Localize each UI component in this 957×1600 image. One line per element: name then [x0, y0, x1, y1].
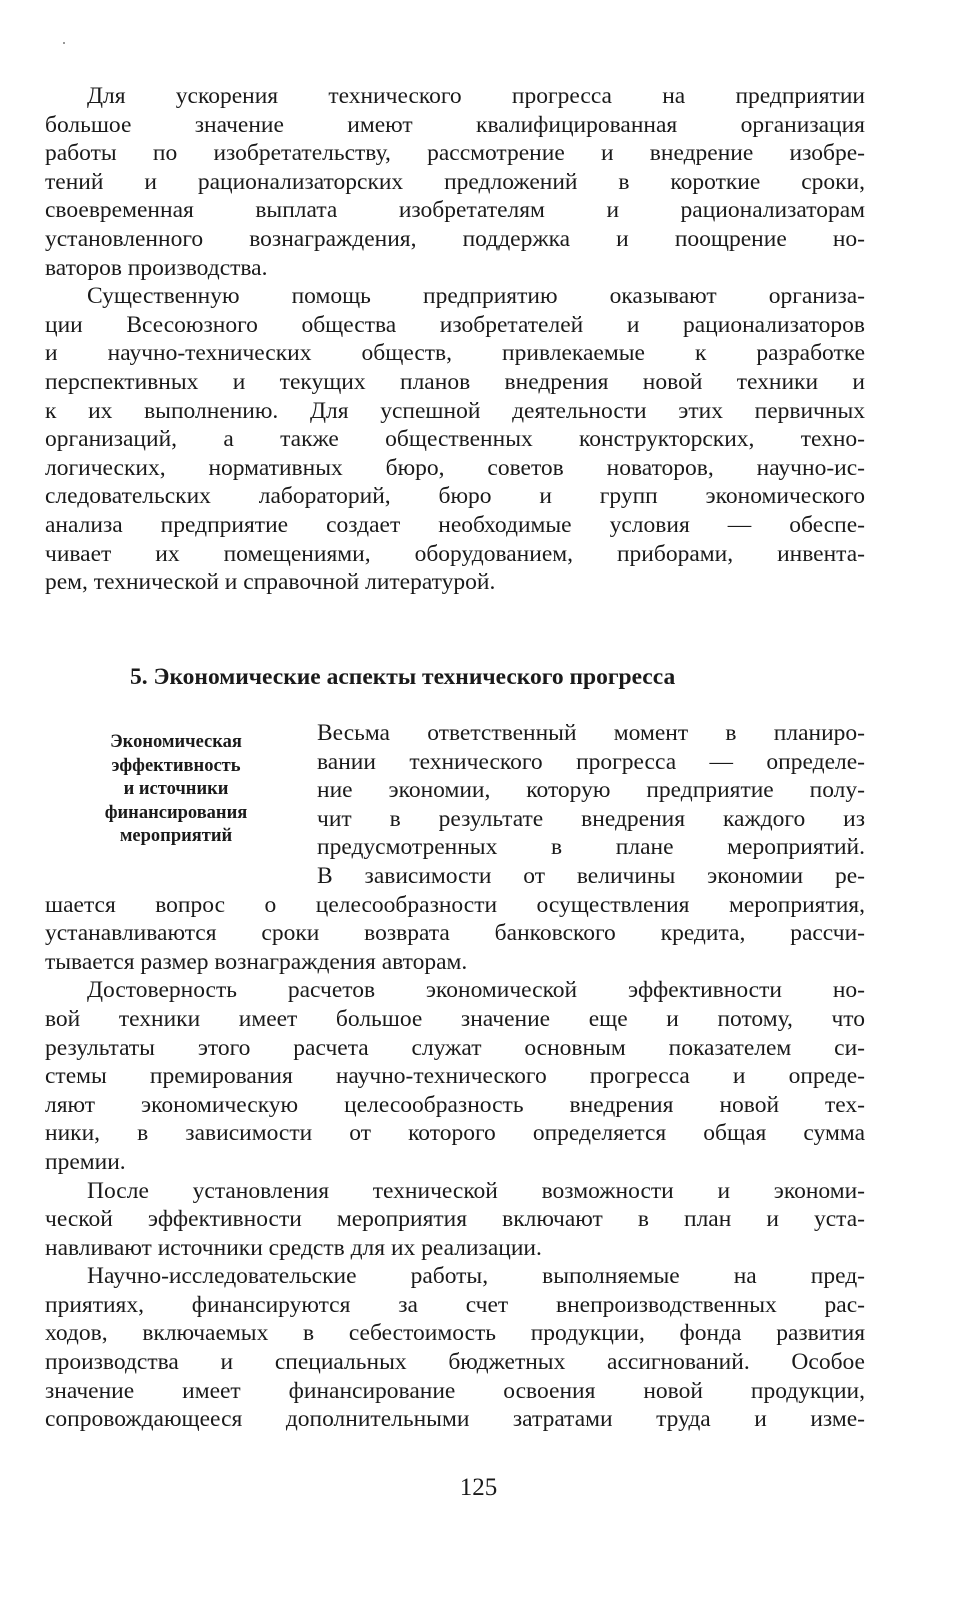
- sidenote-line: мероприятий: [119, 826, 233, 847]
- paragraph-5: [45, 1177, 865, 1263]
- paragraph-4: [45, 976, 865, 1176]
- sidenote-line: и источники: [123, 779, 229, 800]
- text-line: шается вопрос о целесообразности осуществления мероприятия,: [45, 891, 865, 918]
- text-line: ческой эффективности мероприятия включают в план и уста-: [45, 1206, 865, 1233]
- text-line: работы по изобретательству, рассмотрение и внедрение изобре-: [45, 140, 865, 167]
- text-line: своевременная выплата изобретателям и рационализаторам: [45, 197, 865, 224]
- text-line: ходов, включаемых в себестоимость продукции, фонда развития: [45, 1320, 865, 1347]
- text-line: и научно-технических обществ, привлекаемые к разработке: [45, 340, 865, 367]
- text-line: Весьма ответственный момент в планиро-: [317, 720, 865, 746]
- text-line: вании технического прогресса — определе-: [317, 748, 865, 775]
- text-line: производства и специальных бюджетных ассигнований. Особое: [45, 1349, 865, 1376]
- text-line: установленного вознаграждения, поддержка и поощрение но-: [45, 225, 865, 252]
- text-line: чит в результате внедрения каждого из: [317, 805, 865, 832]
- scan-speck: [63, 42, 65, 44]
- text-line: ники, в зависимости от которого определяется общая сумма: [45, 1120, 865, 1147]
- paragraph-6: [45, 1262, 865, 1434]
- section-heading: 5. Экономические аспекты технического прогресса: [130, 664, 676, 690]
- sidenote-line: Экономическая: [110, 732, 242, 752]
- text-line: ции Всесоюзного общества изобретателей и рационализаторов: [45, 311, 865, 338]
- text-line: приятиях, финансируются за счет внепроизводственных рас-: [45, 1291, 865, 1318]
- text-line: большое значение имеют квалифицированная организация: [45, 111, 865, 138]
- text-line: тений и рационализаторских предложений в короткие сроки,: [45, 168, 865, 195]
- text-line: предусмотренных в плане мероприятий.: [317, 834, 865, 861]
- text-line: анализа предприятие создает необходимые условия — обеспе-: [45, 511, 865, 538]
- text-line: логических, нормативных бюро, советов новаторов, научно-ис-: [45, 454, 865, 481]
- sidenote-line: финансирования: [104, 802, 248, 823]
- text-line: Существенную помощь предприятию оказывают организа-: [87, 283, 865, 310]
- text-line: следовательских лабораторий, бюро и групп экономического: [45, 483, 865, 510]
- text-line: Научно-исследовательские работы, выполняемые на пред-: [87, 1263, 865, 1290]
- paragraph-1: [45, 82, 865, 282]
- text-line: стемы премирования научно-технического прогресса и опреде-: [45, 1063, 865, 1090]
- text-line: В зависимости от величины экономии ре-: [317, 862, 865, 889]
- text-line: ваторов производства.: [45, 254, 268, 281]
- paragraph-2: [45, 282, 865, 597]
- text-line: результаты этого расчета служат основным показателем си-: [45, 1034, 865, 1061]
- text-line: сопровождающееся дополнительными затратами труда и изме-: [45, 1406, 865, 1433]
- text-block-bottom: [45, 719, 865, 1434]
- text-line: перспективных и текущих планов внедрения новой техники и: [45, 368, 865, 395]
- text-line: вой техники имеет большое значение еще и потому, что: [45, 1005, 865, 1032]
- text-line: тывается размер вознаграждения авторам.: [45, 948, 468, 975]
- text-line: Достоверность расчетов экономической эффективности но-: [87, 977, 865, 1004]
- text-line: ние экономии, которую предприятие полу-: [317, 777, 865, 804]
- text-line: устанавливаются сроки возврата банковского кредита, рассчи-: [45, 920, 865, 947]
- text-line: чивает их помещениями, оборудованием, приборами, инвента-: [45, 540, 865, 567]
- text-line: рем, технической и справочной литературой.: [45, 569, 496, 596]
- text-line: навливают источники средств для их реализации.: [45, 1234, 542, 1261]
- text-line: к их выполнению. Для успешной деятельности этих первичных: [45, 397, 865, 424]
- text-line: организаций, а также общественных конструкторских, техно-: [45, 426, 865, 453]
- text-line: значение имеет финансирование освоения новой продукции,: [45, 1377, 865, 1404]
- sidenote-line: эффективность: [111, 755, 241, 776]
- text-line: Для ускорения технического прогресса на предприятии: [87, 83, 865, 109]
- text-line: После установления технической возможности и экономи-: [87, 1177, 865, 1204]
- text-line: ляют экономическую целесообразность внедрения новой тех-: [45, 1091, 865, 1118]
- margin-sidenote: [45, 731, 307, 849]
- text-line: премии.: [45, 1148, 126, 1175]
- text-block-top: [45, 82, 865, 597]
- page-number: 125: [459, 1474, 498, 1501]
